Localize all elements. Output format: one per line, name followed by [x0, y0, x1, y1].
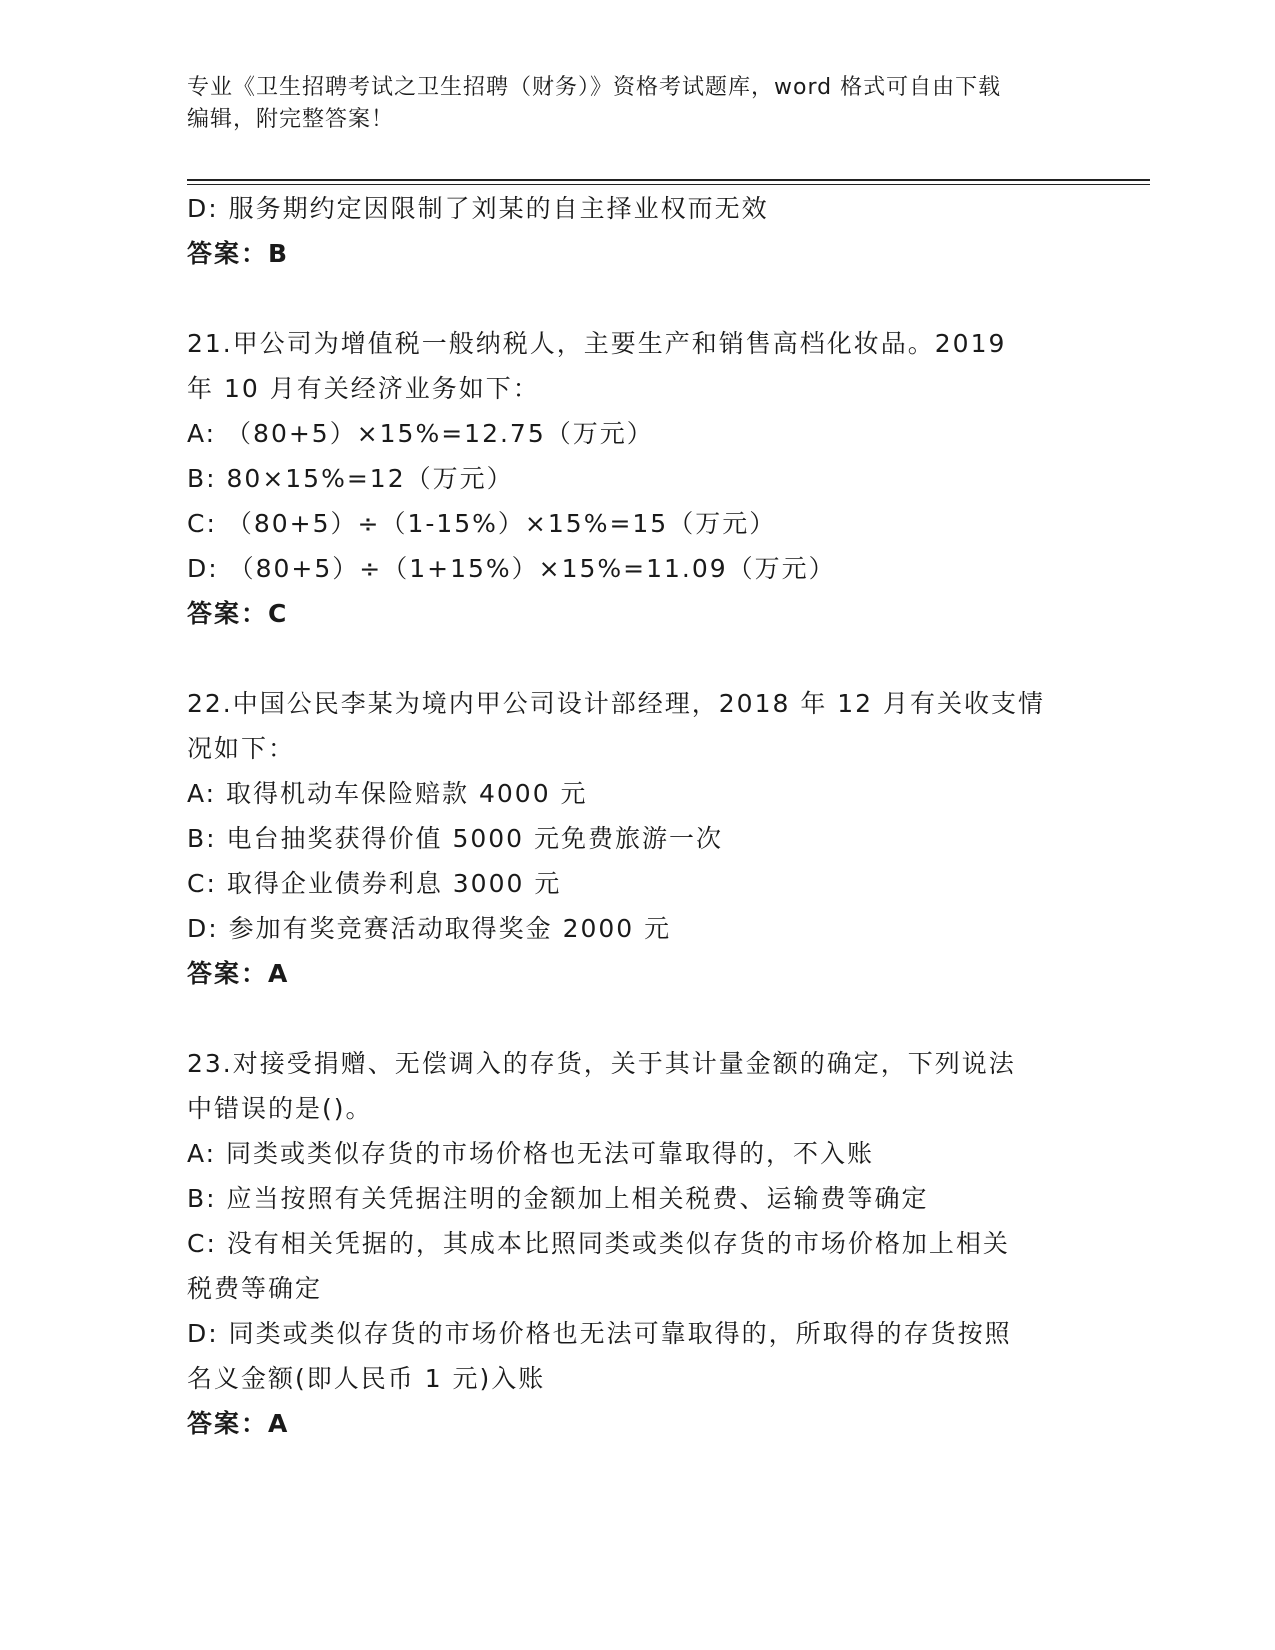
question-list	[187, 186, 1087, 1446]
question-stem-line-1: 23.对接受捐赠、无偿调入的存货，关于其计量金额的确定，下列说法	[187, 1049, 1016, 1078]
question-22	[187, 681, 1087, 996]
header-line-2: 编辑，附完整答案！	[187, 107, 395, 132]
question-21	[187, 321, 1087, 636]
header-rule-thin	[187, 184, 1150, 185]
option-c-line-1: C: 没有相关凭据的，其成本比照同类或类似存货的市场价格加上相关	[187, 1229, 1010, 1258]
previous-question-tail	[187, 186, 1087, 276]
option-d: D: （80+5）÷（1+15%）×15%=11.09（万元）	[187, 554, 836, 583]
answer-line: 答案：C	[187, 599, 289, 628]
header-rule-thick	[187, 179, 1150, 181]
question-23	[187, 1041, 1087, 1446]
option-b: B: 80×15%=12（万元）	[187, 464, 514, 493]
answer-line: 答案：A	[187, 1409, 290, 1438]
question-stem	[187, 1041, 1087, 1131]
option-d: D: 参加有奖竞赛活动取得奖金 2000 元	[187, 914, 672, 943]
option-a: A: （80+5）×15%=12.75（万元）	[187, 419, 654, 448]
document-header	[187, 72, 1067, 136]
option-d: D: 服务期约定因限制了刘某的自主择业权而无效	[187, 194, 769, 223]
option-a: A: 取得机动车保险赔款 4000 元	[187, 779, 588, 808]
question-stem	[187, 681, 1087, 771]
option-c: C: 取得企业债券利息 3000 元	[187, 869, 562, 898]
option-d-line-1: D: 同类或类似存货的市场价格也无法可靠取得的，所取得的存货按照	[187, 1319, 1012, 1348]
header-line-1: 专业《卫生招聘考试之卫生招聘（财务）》资格考试题库，word 格式可自由下载	[187, 75, 1002, 100]
answer-line: 答案：B	[187, 239, 290, 268]
question-stem-line-2: 况如下：	[187, 734, 296, 763]
option-b: B: 电台抽奖获得价值 5000 元免费旅游一次	[187, 824, 724, 853]
question-stem-line-1: 21.甲公司为增值税一般纳税人，主要生产和销售高档化妆品。2019	[187, 329, 1007, 358]
question-stem-line-2: 年 10 月有关经济业务如下：	[187, 374, 540, 403]
question-stem-line-2: 中错误的是()。	[187, 1094, 373, 1123]
option-d-line-2: 名义金额(即人民币 1 元)入账	[187, 1364, 546, 1393]
option-b: B: 应当按照有关凭据注明的金额加上相关税费、运输费等确定	[187, 1184, 929, 1213]
option-c-line-2: 税费等确定	[187, 1274, 323, 1303]
option-a: A: 同类或类似存货的市场价格也无法可靠取得的，不入账	[187, 1139, 875, 1168]
question-stem	[187, 321, 1087, 411]
answer-line: 答案：A	[187, 959, 290, 988]
option-c: C: （80+5）÷（1-15%）×15%=15（万元）	[187, 509, 777, 538]
question-stem-line-1: 22.中国公民李某为境内甲公司设计部经理，2018 年 12 月有关收支情	[187, 689, 1046, 718]
